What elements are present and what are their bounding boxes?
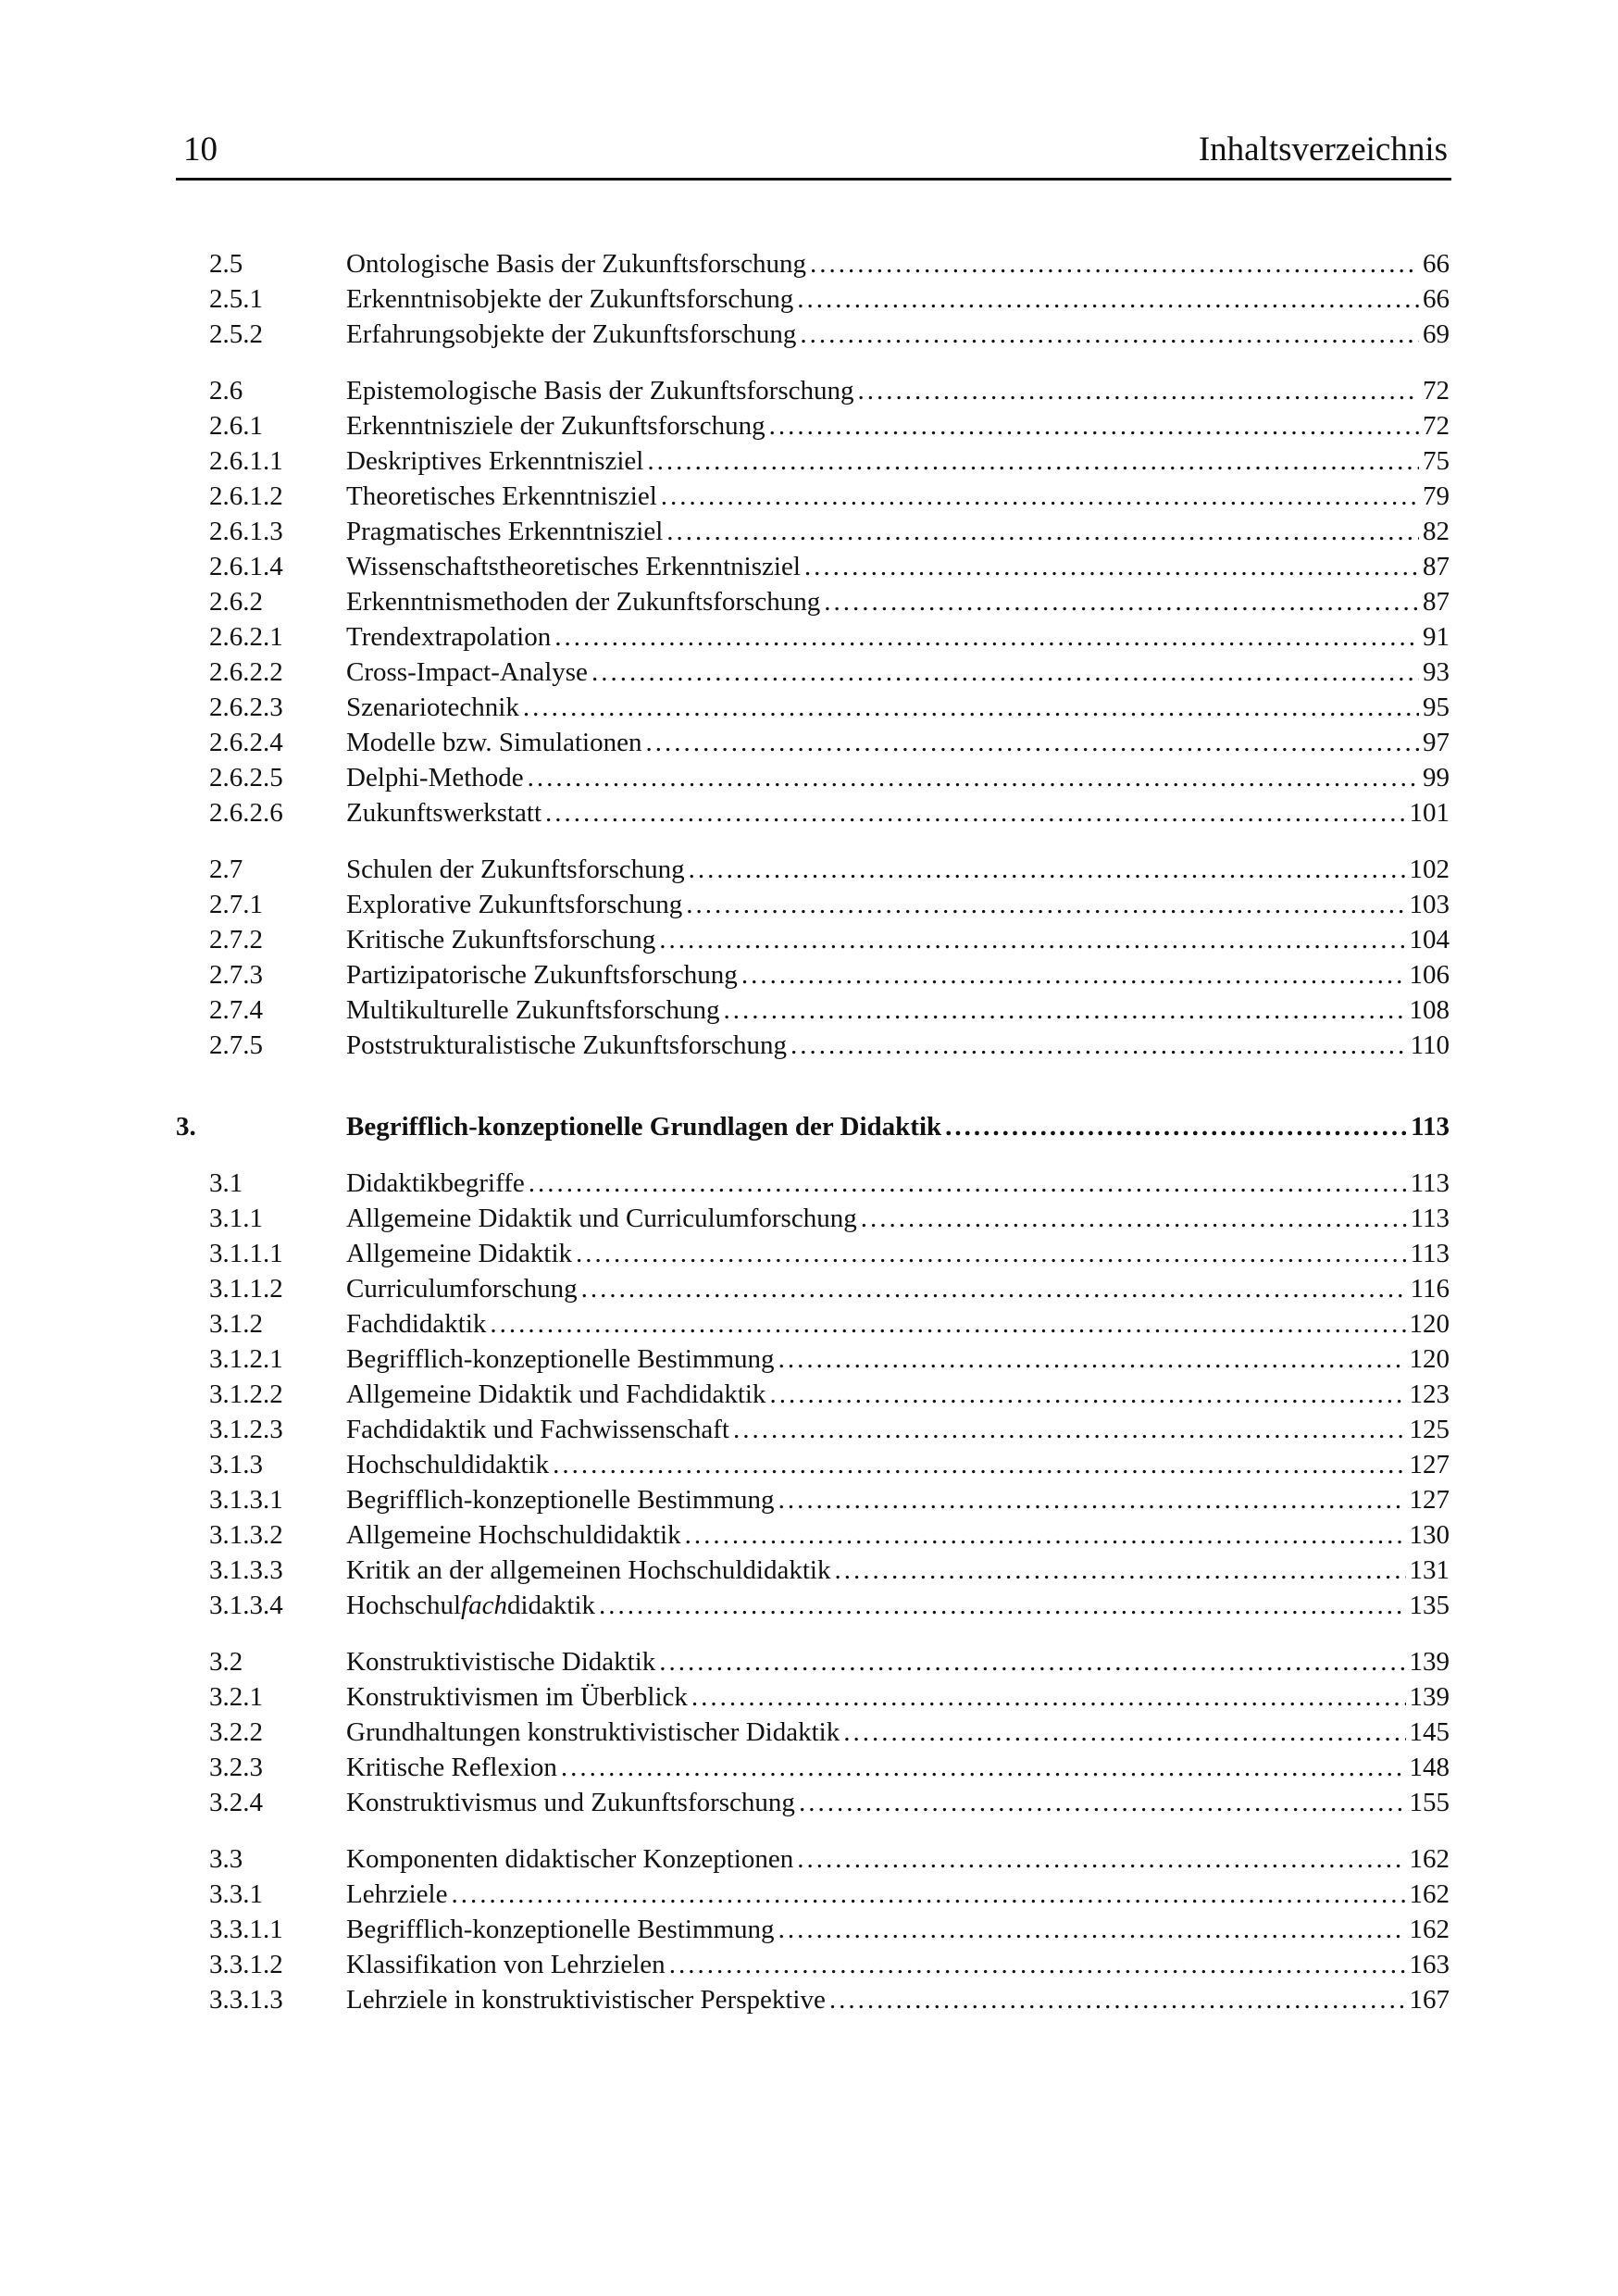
toc-entry — [0, 246, 1618, 281]
toc-page: 75 — [1423, 446, 1450, 476]
toc-title: Explorative Zukunftsforschung — [346, 890, 683, 919]
toc-entry — [0, 655, 1618, 690]
toc-entry — [0, 1841, 1618, 1877]
toc-number: 3.1.1.1 — [209, 1239, 283, 1268]
toc-entry — [0, 549, 1618, 584]
dot-leader — [561, 1750, 1406, 1785]
toc-page: 120 — [1409, 1344, 1450, 1374]
toc-entry — [0, 887, 1618, 922]
toc-title: Kritik an der allgemeinen Hochschuldidaktik — [346, 1555, 831, 1585]
toc-page: 113 — [1411, 1112, 1450, 1142]
toc-title: Schulen der Zukunftsforschung — [346, 855, 685, 884]
dot-leader — [661, 479, 1419, 514]
toc-entry — [0, 619, 1618, 655]
toc-title: Begrifflich-konzeptionelle Grundlagen der Didaktik — [346, 1112, 942, 1142]
dot-leader — [490, 1306, 1405, 1341]
toc-entry — [0, 1166, 1618, 1201]
dot-leader — [834, 1553, 1405, 1588]
toc-title: Ontologische Basis der Zukunftsforschung — [346, 249, 806, 279]
toc-page: 162 — [1409, 1915, 1450, 1944]
toc-entry — [0, 1877, 1618, 1912]
toc-title: Begrifflich-konzeptionelle Bestimmung — [346, 1344, 775, 1374]
toc-page: 130 — [1409, 1520, 1450, 1550]
dot-leader — [824, 584, 1419, 619]
toc-entry — [0, 922, 1618, 957]
dot-leader — [843, 1715, 1405, 1750]
toc-number: 2.6.2.1 — [209, 622, 283, 652]
dot-leader — [581, 1271, 1407, 1306]
toc-entry — [0, 443, 1618, 479]
toc-page: 123 — [1409, 1379, 1450, 1409]
toc-number: 2.5.1 — [209, 284, 263, 314]
toc-number: 2.6 — [209, 376, 243, 406]
toc-title: Klassifikation von Lehrzielen — [346, 1950, 666, 1979]
toc-page: 72 — [1423, 376, 1450, 406]
dot-leader — [685, 1517, 1406, 1553]
toc-number: 2.7.5 — [209, 1030, 263, 1060]
toc-entry — [0, 408, 1618, 443]
dot-leader — [528, 760, 1419, 795]
toc-title: Zukunftswerkstatt — [346, 798, 542, 828]
toc-title: Lehrziele in konstruktivistischer Perspektive — [346, 1985, 826, 2015]
dot-leader — [659, 1644, 1405, 1679]
toc-entry — [0, 1588, 1618, 1623]
toc-number: 2.6.1 — [209, 411, 263, 441]
toc-number: 3.1.3.3 — [209, 1555, 283, 1585]
toc-page: 110 — [1410, 1030, 1450, 1060]
toc-number: 2.7.2 — [209, 925, 263, 955]
toc-page: 66 — [1423, 249, 1450, 279]
toc-number: 2.5 — [209, 249, 243, 279]
toc-page: 155 — [1409, 1788, 1450, 1817]
toc-page: 167 — [1409, 1985, 1450, 2015]
toc-entry — [0, 795, 1618, 830]
toc-entry — [0, 1715, 1618, 1750]
toc-entry — [0, 852, 1618, 887]
toc-title: Hochschulfachdidaktik — [346, 1591, 596, 1620]
toc-title: Modelle bzw. Simulationen — [346, 728, 642, 757]
dot-leader — [647, 443, 1419, 479]
toc-number: 3.2.2 — [209, 1717, 263, 1747]
toc-number: 3.1.2.3 — [209, 1415, 283, 1444]
toc-entry — [0, 1412, 1618, 1447]
toc-entry — [0, 760, 1618, 795]
toc-entry — [0, 584, 1618, 619]
toc-title: Kritische Zukunftsforschung — [346, 925, 656, 955]
toc-page: 120 — [1409, 1309, 1450, 1339]
toc-title: Erkenntnismethoden der Zukunftsforschung — [346, 587, 821, 617]
toc-entry — [0, 317, 1618, 352]
toc-title: Pragmatisches Erkenntnisziel — [346, 517, 664, 546]
toc-title: Erkenntnisobjekte der Zukunftsforschung — [346, 284, 794, 314]
toc-title: Konstruktivistische Didaktik — [346, 1647, 656, 1677]
dot-leader — [778, 1482, 1406, 1517]
toc-number: 3.2.4 — [209, 1788, 263, 1817]
toc-number: 2.7 — [209, 855, 243, 884]
dot-leader — [645, 725, 1419, 760]
dot-leader — [554, 619, 1419, 655]
toc-page: 72 — [1423, 411, 1450, 441]
toc-title: Allgemeine Didaktik und Curriculumforschung — [346, 1204, 857, 1233]
toc-entry — [0, 373, 1618, 408]
toc-number: 3.2 — [209, 1647, 243, 1677]
toc-page: 116 — [1410, 1274, 1450, 1304]
toc-page: 127 — [1409, 1485, 1450, 1515]
toc-number: 3.1.3.1 — [209, 1485, 283, 1515]
running-header — [176, 130, 1451, 181]
toc-number: 2.6.2.4 — [209, 728, 283, 757]
toc-page: 148 — [1409, 1753, 1450, 1782]
dot-leader — [804, 549, 1419, 584]
toc-entry — [0, 1553, 1618, 1588]
toc-title: Komponenten didaktischer Konzeptionen — [346, 1844, 794, 1874]
toc-entry — [0, 1271, 1618, 1306]
page-number: 10 — [183, 131, 218, 168]
toc-page: 106 — [1409, 960, 1450, 990]
dot-leader — [741, 957, 1406, 992]
toc-entry — [0, 725, 1618, 760]
dot-leader — [778, 1912, 1406, 1947]
toc-number: 3.3.1.3 — [209, 1985, 283, 2015]
toc-title: Cross-Impact-Analyse — [346, 657, 588, 687]
toc-title: Kritische Reflexion — [346, 1753, 557, 1782]
toc-number: 2.6.2 — [209, 587, 263, 617]
toc-number: 3.3 — [209, 1844, 243, 1874]
dot-leader — [861, 1201, 1407, 1236]
dot-leader — [691, 1679, 1406, 1715]
toc-title: Multikulturelle Zukunftsforschung — [346, 995, 720, 1025]
toc-page: 108 — [1409, 995, 1450, 1025]
toc-number: 3.1.3.4 — [209, 1591, 283, 1620]
dot-leader — [829, 1982, 1406, 2017]
toc-page: 91 — [1423, 622, 1450, 652]
toc-page: 93 — [1423, 657, 1450, 687]
toc-page: 131 — [1409, 1555, 1450, 1585]
toc-entry — [0, 1679, 1618, 1715]
dot-leader — [591, 655, 1419, 690]
toc-page: 87 — [1423, 552, 1450, 581]
toc-page: 113 — [1410, 1204, 1450, 1233]
toc-title: Konstruktivismen im Überblick — [346, 1682, 688, 1712]
toc-entry — [0, 1644, 1618, 1679]
toc-number: 3.3.1.2 — [209, 1950, 283, 1979]
toc-number: 3.2.1 — [209, 1682, 263, 1712]
toc-number: 2.6.2.5 — [209, 763, 283, 792]
toc-number: 3.1.3.2 — [209, 1520, 283, 1550]
toc-entry — [0, 992, 1618, 1028]
toc-entry — [0, 1377, 1618, 1412]
toc-number: 3.3.1.1 — [209, 1915, 283, 1944]
toc-number: 3. — [176, 1112, 196, 1142]
toc-entry — [0, 1912, 1618, 1947]
toc-title: Grundhaltungen konstruktivistischer Didaktik — [346, 1717, 840, 1747]
toc-title: Wissenschaftstheoretisches Erkenntnisziel — [346, 552, 801, 581]
toc-number: 2.6.2.6 — [209, 798, 283, 828]
toc-chapter-entry — [0, 1109, 1618, 1144]
toc-entry — [0, 1447, 1618, 1482]
dot-leader — [810, 246, 1419, 281]
toc-number: 3.1.1.2 — [209, 1274, 283, 1304]
dot-leader — [800, 317, 1419, 352]
dot-leader — [451, 1877, 1405, 1912]
toc-number: 2.7.3 — [209, 960, 263, 990]
toc-title: Curriculumforschung — [346, 1274, 578, 1304]
dot-leader — [797, 1841, 1405, 1877]
toc-entry — [0, 690, 1618, 725]
toc-entry — [0, 514, 1618, 549]
toc-entry — [0, 1236, 1618, 1271]
toc-title: Erfahrungsobjekte der Zukunftsforschung — [346, 319, 797, 349]
toc-title: Deskriptives Erkenntnisziel — [346, 446, 644, 476]
toc-title: Partizipatorische Zukunftsforschung — [346, 960, 738, 990]
dot-leader — [686, 887, 1405, 922]
toc-title: Lehrziele — [346, 1879, 448, 1909]
toc-page: 69 — [1423, 319, 1450, 349]
dot-leader — [769, 1377, 1405, 1412]
toc-page: 95 — [1423, 693, 1450, 722]
dot-leader — [778, 1341, 1406, 1377]
toc-entry — [0, 1341, 1618, 1377]
toc-page: 127 — [1409, 1450, 1450, 1479]
toc-page: 79 — [1423, 481, 1450, 511]
toc-title: Begrifflich-konzeptionelle Bestimmung — [346, 1485, 775, 1515]
toc-page: 145 — [1409, 1717, 1450, 1747]
toc-title: Theoretisches Erkenntnisziel — [346, 481, 657, 511]
toc-number: 3.1 — [209, 1168, 243, 1198]
toc-entry — [0, 1028, 1618, 1063]
toc-title: Didaktikbegriffe — [346, 1168, 525, 1198]
dot-leader — [769, 408, 1419, 443]
toc-page: 139 — [1409, 1647, 1450, 1677]
dot-leader — [545, 795, 1405, 830]
toc-page: 66 — [1423, 284, 1450, 314]
toc-title: Allgemeine Didaktik — [346, 1239, 573, 1268]
toc-number: 2.7.4 — [209, 995, 263, 1025]
toc-page: 101 — [1409, 798, 1450, 828]
dot-leader — [733, 1412, 1406, 1447]
toc-page: 87 — [1423, 587, 1450, 617]
toc-entry — [0, 1947, 1618, 1982]
dot-leader — [576, 1236, 1407, 1271]
toc-number: 2.5.2 — [209, 319, 263, 349]
toc-number: 3.2.3 — [209, 1753, 263, 1782]
toc-title: Delphi-Methode — [346, 763, 524, 792]
dot-leader — [529, 1166, 1407, 1201]
dot-leader — [599, 1588, 1405, 1623]
dot-leader — [669, 1947, 1406, 1982]
toc-title: Allgemeine Didaktik und Fachdidaktik — [346, 1379, 766, 1409]
dot-leader — [659, 922, 1405, 957]
toc-entry — [0, 1750, 1618, 1785]
toc-number: 2.6.1.4 — [209, 552, 283, 581]
toc-number: 2.6.1.3 — [209, 517, 283, 546]
toc-page: 99 — [1423, 763, 1450, 792]
toc-page: 139 — [1409, 1682, 1450, 1712]
toc-page: 102 — [1409, 855, 1450, 884]
toc-entry — [0, 1482, 1618, 1517]
toc-number: 3.1.2.1 — [209, 1344, 283, 1374]
toc-page: 163 — [1409, 1950, 1450, 1979]
toc-entry — [0, 957, 1618, 992]
dot-leader — [858, 373, 1420, 408]
toc-entry — [0, 1517, 1618, 1553]
toc-number: 2.6.2.3 — [209, 693, 283, 722]
toc-page: 104 — [1409, 925, 1450, 955]
toc-page: 125 — [1409, 1415, 1450, 1444]
dot-leader — [797, 281, 1419, 317]
toc-number: 2.7.1 — [209, 890, 263, 919]
toc-entry — [0, 1982, 1618, 2017]
toc-number: 3.1.1 — [209, 1204, 263, 1233]
toc-title: Allgemeine Hochschuldidaktik — [346, 1520, 681, 1550]
toc-title: Fachdidaktik und Fachwissenschaft — [346, 1415, 729, 1444]
toc-title: Fachdidaktik — [346, 1309, 487, 1339]
toc-title: Erkenntnisziele der Zukunftsforschung — [346, 411, 765, 441]
dot-leader — [689, 852, 1406, 887]
toc-page: 135 — [1409, 1591, 1450, 1620]
toc-number: 3.1.2.2 — [209, 1379, 283, 1409]
toc-entry — [0, 1785, 1618, 1820]
toc-entry — [0, 1201, 1618, 1236]
toc-title: Trendextrapolation — [346, 622, 552, 652]
toc-page: 113 — [1410, 1168, 1450, 1198]
toc-number: 3.1.2 — [209, 1309, 263, 1339]
toc-page: 103 — [1409, 890, 1450, 919]
running-title: Inhaltsverzeichnis — [1198, 131, 1448, 168]
toc-page: 162 — [1409, 1844, 1450, 1874]
toc-title: Szenariotechnik — [346, 693, 519, 722]
toc-page: 82 — [1423, 517, 1450, 546]
toc-title: Poststrukturalistische Zukunftsforschung — [346, 1030, 788, 1060]
toc-number: 2.6.2.2 — [209, 657, 283, 687]
dot-leader — [666, 514, 1419, 549]
toc-title: Konstruktivismus und Zukunftsforschung — [346, 1788, 795, 1817]
toc-entry — [0, 1306, 1618, 1341]
toc-entry — [0, 479, 1618, 514]
toc-number: 3.3.1 — [209, 1879, 263, 1909]
toc-title: Begrifflich-konzeptionelle Bestimmung — [346, 1915, 775, 1944]
dot-leader — [799, 1785, 1406, 1820]
table-of-contents — [0, 246, 1618, 2017]
toc-title: Hochschuldidaktik — [346, 1450, 550, 1479]
toc-page: 162 — [1409, 1879, 1450, 1909]
dot-leader — [724, 992, 1406, 1028]
toc-number: 3.1.3 — [209, 1450, 263, 1479]
dot-leader — [523, 690, 1419, 725]
toc-title: Epistemologische Basis der Zukunftsforschung — [346, 376, 854, 406]
toc-page: 97 — [1423, 728, 1450, 757]
toc-entry — [0, 281, 1618, 317]
dot-leader — [945, 1109, 1407, 1144]
dot-leader — [553, 1447, 1405, 1482]
toc-number: 2.6.1.2 — [209, 481, 283, 511]
dot-leader — [790, 1028, 1407, 1063]
toc-page: 113 — [1410, 1239, 1450, 1268]
toc-number: 2.6.1.1 — [209, 446, 283, 476]
